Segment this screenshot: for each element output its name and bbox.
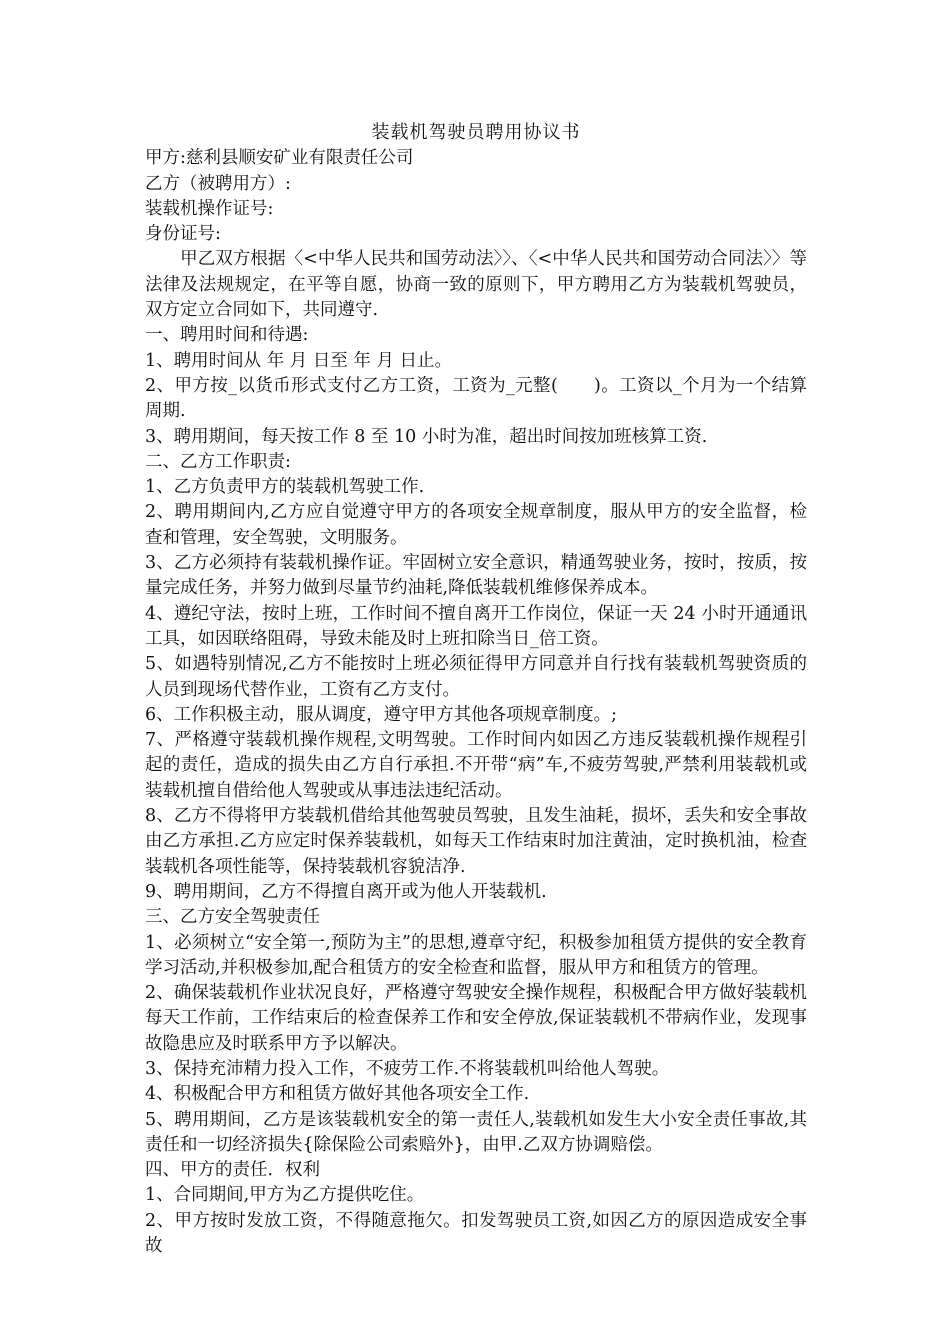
- clause-item: 1、合同期间,甲方为乙方提供吃住。: [145, 1185, 425, 1206]
- clause-item: 5、聘用期间，乙方是该装载机安全的第一责任人,装载机如发生大小安全责任事故,其责任和一切经济损失{除保险公司索赔外}，由甲.乙双方协调赔偿。: [145, 1109, 807, 1155]
- clause-item: 3、保持充沛精力投入工作，不疲劳工作.不将装载机叫给他人驾驶。: [145, 1058, 670, 1079]
- clause-item: 5、如遇特别情况,乙方不能按时上班必须征得甲方同意并自行找有装载机驾驶资质的人员到现场代替作业，工资有乙方支付。: [145, 654, 807, 700]
- clause-item: 1、必须树立“安全第一,预防为主”的思想,遵章守纪，积极参加租赁方提供的安全教育学习活动,并积极参加,配合租赁方的安全检查和监督，服从甲方和租赁方的管理。: [145, 932, 807, 978]
- clause-item: 2、甲方按时发放工资，不得随意拖欠。扣发驾驶员工资,如因乙方的原因造成安全事故: [145, 1210, 807, 1257]
- clause-item: 9、聘用期间，乙方不得擅自离开或为他人开装载机.: [145, 881, 547, 902]
- clause-item: 1、乙方负责甲方的装载机驾驶工作.: [145, 477, 425, 498]
- license-number-line: 装载机操作证号:: [145, 198, 274, 219]
- clause-item: 7、严格遵守装载机操作规程,文明驾驶。工作时间内如因乙方违反装载机操作规程引起的责任，造成的损失由乙方自行承担.不开带“病”车,不疲劳驾驶,严禁利用装载机或装载机擅自借给他人驾驶或从事违法违纪活动。: [145, 730, 807, 801]
- section-heading: 四、甲方的责任．权利: [145, 1160, 320, 1181]
- clause-item: 2、确保装载机作业状况良好，严格遵守驾驶安全操作规程，积极配合甲方做好装载机每天工作前，工作结束后的检查保养工作和安全停放,保证装载机不带病作业，发现事故隐患应及时联系甲方予以解决。: [145, 983, 807, 1054]
- intro-paragraph: 甲乙双方根据〈<中华人民共和国劳动法〉〉、〈<中华人民共和国劳动合同法〉〉等法律及法规规定，在平等自愿，协商一致的原则下，甲方聘用乙方为装载机驾驶员，双方定立合同如下，共同遵守.: [145, 249, 807, 321]
- contract-document: [145, 120, 807, 1259]
- clause-item: 2、甲方按_以货币形式支付乙方工资，工资为_元整( )。工资以_个月为一个结算周期.: [145, 375, 807, 422]
- id-number-line: 身份证号:: [145, 224, 221, 245]
- contract-sections: [145, 323, 807, 1259]
- clause-item: 8、乙方不得将甲方装载机借给其他驾驶员驾驶，且发生油耗，损坏，丢失和安全事故由乙方承担.乙方应定时保养装载机，如每天工作结束时加注黄油，定时换机油，检查装载机各项性能等，保持装载机容貌洁净.: [145, 806, 807, 877]
- clause-item: 3、聘用期间，每天按工作 8 至 10 小时为准，超出时间按加班核算工资.: [145, 426, 708, 447]
- section-heading: 三、乙方安全驾驶责任: [145, 907, 320, 928]
- document-title: 装载机驾驶员聘用协议书: [371, 122, 581, 143]
- party-a-line: 甲方:慈利县顺安矿业有限责任公司: [145, 148, 414, 169]
- party-b-line: 乙方（被聘用方）:: [145, 173, 291, 194]
- section-heading: 二、乙方工作职责:: [145, 451, 291, 472]
- clause-item: 4、积极配合甲方和租赁方做好其他各项安全工作.: [145, 1084, 530, 1105]
- clause-item: 1、聘用时间从 年 月 日至 年 月 日止。: [145, 350, 453, 371]
- section-heading: 一、聘用时间和待遇:: [145, 325, 309, 346]
- clause-item: 2、聘用期间内,乙方应自觉遵守甲方的各项安全规章制度，服从甲方的安全监督，检查和管理，安全驾驶，文明服务。: [145, 502, 807, 548]
- clause-item: 3、乙方必须持有装载机操作证。牢固树立安全意识，精通驾驶业务，按时，按质，按量完成任务，并努力做到尽量节约油耗,降低装载机维修保养成本。: [145, 553, 807, 599]
- clause-item: 6、工作积极主动，服从调度，遵守甲方其他各项规章制度。;: [145, 704, 618, 725]
- clause-item: 4、遵纪守法，按时上班，工作时间不擅自离开工作岗位，保证一天 24 小时开通通讯工具，如因联络阻碍，导致未能及时上班扣除当日_倍工资。: [145, 603, 807, 649]
